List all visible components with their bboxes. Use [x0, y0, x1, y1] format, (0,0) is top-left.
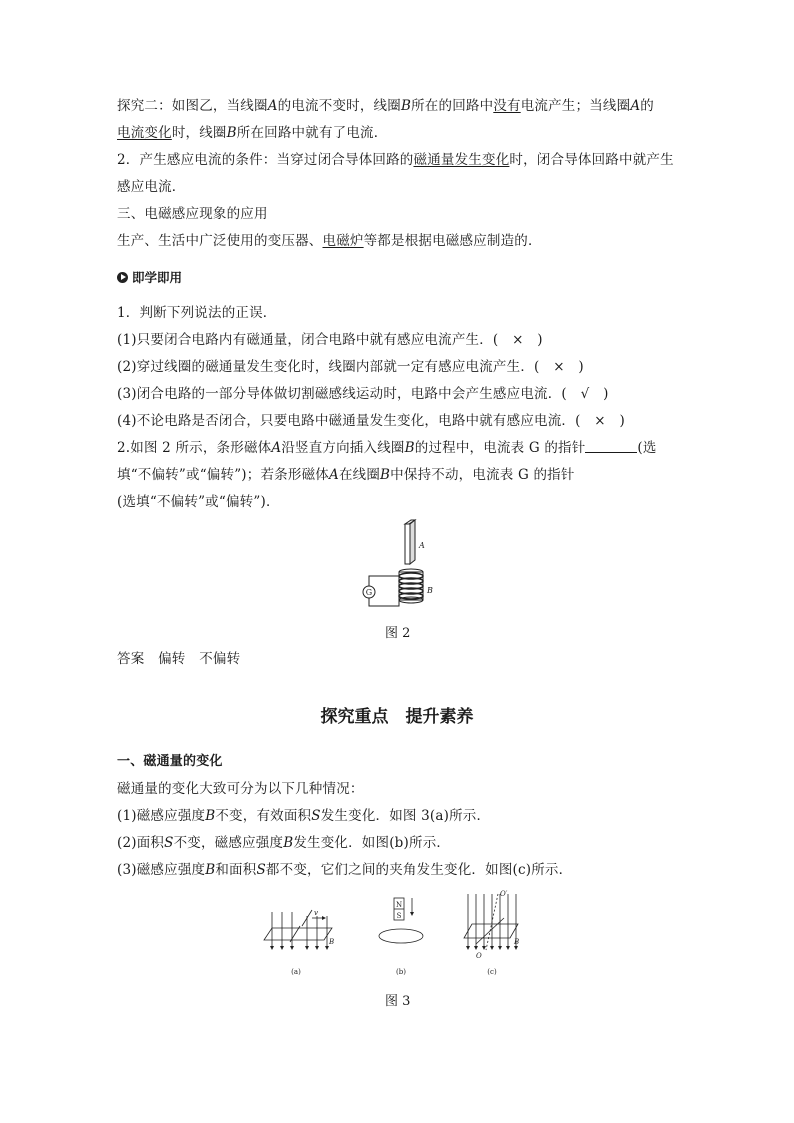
label-v: v	[314, 909, 318, 917]
coil	[399, 569, 423, 603]
figure-3-caption: 图 3	[385, 994, 411, 1009]
paragraph-line-1: 探究二：如图乙，当线圈A的电流不变时，线圈B所在的回路中没有电流产生；当线圈A的	[117, 98, 654, 114]
coil-label: B	[427, 586, 433, 595]
answer-line: 答案 偏转 不偏转	[117, 651, 241, 667]
case-2: (2)面积S不变，磁感应强度B发生变化．如图(b)所示．	[117, 835, 451, 851]
paragraph-intro: 磁通量的变化大致可分为以下几种情况：	[117, 781, 364, 797]
question-2-line-2: 填“不偏转”或“偏转”)；若条形磁体A在线圈B中保持不动，电流表 G 的指针	[117, 467, 575, 483]
label-N: N	[395, 901, 403, 909]
paragraph-line-3: 2．产生感应电流的条件：当穿过闭合导体回路的磁通量发生变化时，闭合导体回路中就产生	[117, 152, 674, 168]
label-B-a: B	[329, 938, 335, 946]
question-2-line-3: (选填“不偏转”或“偏转”)．	[117, 494, 280, 510]
question-1-item-4: (4)不论电路是否闭合，只要电路中磁通量发生变化，电路中就有感应电流．( × )	[117, 413, 625, 429]
question-1-item-2: (2)穿过线圈的磁通量发生变化时，线圈内部就一定有感应电流产生．( × )	[117, 359, 584, 375]
paragraph-line-2: 电流变化时，线圈B所在回路中就有了电流．	[117, 125, 388, 141]
figure-3c	[464, 894, 518, 950]
label-O-prime: O′	[500, 890, 508, 898]
caption-c: (c)	[487, 968, 497, 976]
subheading-1: 一、磁通量的变化	[117, 754, 223, 769]
question-1: 1．判断下列说法的正误．	[117, 305, 277, 321]
caption-a: (a)	[291, 968, 301, 976]
practice-section-title: 即学即用	[117, 268, 182, 286]
caption-b: (b)	[396, 968, 406, 976]
label-B-c: B	[514, 938, 520, 946]
case-1: (1)磁感应强度B不变，有效面积S发生变化．如图 3(a)所示．	[117, 808, 491, 824]
question-2-line-1: 2.如图 2 所示，条形磁体A沿竖直方向插入线圈B的过程中，电流表 G 的指针 (选	[117, 440, 657, 456]
section-heading-3: 三、电磁感应现象的应用	[117, 206, 268, 222]
paragraph-line-6: 生产、生活中广泛使用的变压器、电磁炉等都是根据电磁感应制造的．	[117, 233, 542, 249]
label-S: S	[396, 912, 402, 920]
label-O: O	[476, 952, 482, 960]
section-heading: 探究重点 提升素养	[320, 707, 474, 727]
figure-2-caption: 图 2	[385, 626, 411, 641]
answer-blank	[585, 439, 637, 453]
play-circle-icon	[117, 272, 128, 283]
figure-3-flux-cases	[262, 888, 532, 980]
case-3: (3)磁感应强度B和面积S都不变，它们之间的夹角发生变化．如图(c)所示．	[117, 862, 573, 878]
svg-text:G: G	[365, 588, 373, 597]
galvanometer	[363, 586, 375, 598]
bar-magnet	[405, 520, 415, 564]
question-1-item-3: (3)闭合电路的一部分导体做切割磁感线运动时，电路中会产生感应电流．( √ )	[117, 386, 609, 402]
paragraph-line-4: 感应电流．	[117, 179, 186, 195]
figure-2-magnet-coil	[355, 516, 445, 616]
magnet-label: A	[419, 541, 425, 550]
figure-3a	[264, 910, 335, 950]
question-1-item-1: (1)只要闭合电路内有磁通量，闭合电路中就有感应电流产生．( × )	[117, 332, 543, 348]
